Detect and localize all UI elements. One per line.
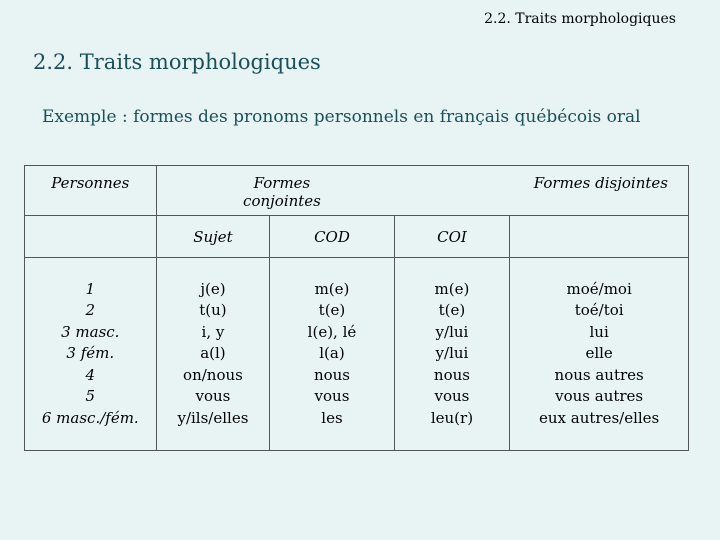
col-cod (270, 258, 394, 451)
sujet-2: t(u) (199, 301, 227, 320)
sujet-7: y/ils/elles (177, 408, 249, 427)
col-disjointes (510, 258, 689, 451)
body-row (25, 258, 689, 451)
slide-title: 2.2. Traits morphologiques (33, 50, 321, 74)
header-conjointes-label: Formes conjointes (243, 174, 321, 210)
header-conjointes (243, 166, 394, 216)
disj-7: eux autres/elles (539, 408, 660, 427)
header-disjointes-label: Formes disjointes (533, 174, 668, 192)
sujet-5: on/nous (183, 365, 243, 384)
coi-6: vous (434, 387, 470, 406)
header-row-2 (25, 216, 689, 258)
disj-3: lui (589, 322, 609, 341)
subheader-cod: COD (270, 216, 394, 258)
coi-2: t(e) (438, 301, 466, 320)
cod-2: t(e) (318, 301, 346, 320)
cod-7: les (321, 408, 343, 427)
col-sujet (156, 258, 270, 451)
cod-1: m(e) (314, 279, 350, 298)
personne-2: 2 (85, 301, 96, 320)
running-head: 2.2. Traits morphologiques (484, 11, 676, 27)
sujet-3: i, y (201, 322, 225, 341)
header-blank-2 (394, 166, 510, 216)
disj-4: elle (585, 344, 613, 363)
coi-1: m(e) (434, 279, 470, 298)
disj-2: toé/toi (574, 301, 624, 320)
subheader-sujet: Sujet (156, 216, 270, 258)
cod-3: l(e), lé (307, 322, 357, 341)
disj-1: moé/moi (566, 279, 632, 298)
header-disjointes (510, 166, 689, 216)
subheader-blank-left (25, 216, 157, 258)
cod-4: l(a) (319, 344, 345, 363)
disj-5: nous autres (554, 365, 644, 384)
sujet-6: vous (195, 387, 231, 406)
header-row-1 (25, 166, 689, 216)
sujet-4: a(l) (200, 344, 226, 363)
personne-5: 5 (85, 387, 96, 406)
subheader-blank-right (510, 216, 689, 258)
personne-3-fem: 3 fém. (66, 344, 115, 363)
disj-6: vous autres (555, 387, 644, 406)
coi-7: leu(r) (430, 408, 474, 427)
personne-6: 6 masc./fém. (41, 408, 139, 427)
sujet-1: j(e) (200, 279, 226, 298)
col-personnes (25, 258, 157, 451)
coi-5: nous (433, 365, 470, 384)
personne-1: 1 (85, 279, 96, 298)
cod-6: vous (314, 387, 350, 406)
coi-3: y/lui (435, 322, 469, 341)
subheader-coi: COI (394, 216, 510, 258)
subtitle: Exemple : formes des pronoms personnels en français québécois oral (42, 107, 641, 127)
personne-3-masc: 3 masc. (61, 322, 120, 341)
col-coi (394, 258, 510, 451)
header-personnes: Personnes (25, 166, 157, 216)
coi-4: y/lui (435, 344, 469, 363)
cod-5: nous (313, 365, 350, 384)
pronoun-table (24, 165, 689, 451)
personne-4: 4 (85, 365, 96, 384)
